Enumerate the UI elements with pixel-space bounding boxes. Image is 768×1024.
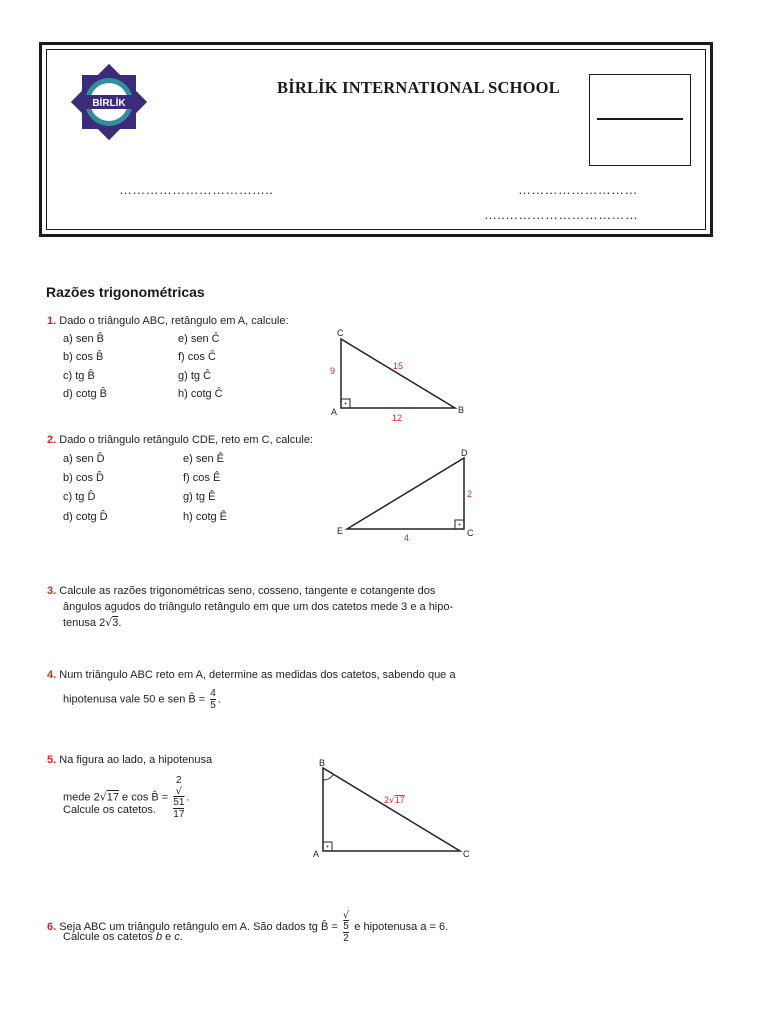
- school-name: BİRLİK INTERNATIONAL SCHOOL: [277, 78, 560, 97]
- q2-triangle-figure: [330, 444, 480, 544]
- fraction: 2 √ 51 17: [173, 775, 185, 820]
- question-number: 4.: [47, 669, 57, 681]
- side-bc-label: 15: [393, 361, 404, 371]
- question-text-line-1: Na figura ao lado, a hipotenusa: [59, 754, 213, 766]
- angle-b-arc: [323, 775, 333, 780]
- triangle-abc: [323, 768, 460, 851]
- side-ec-label: 4: [404, 533, 410, 543]
- side-ab-label: 12: [392, 413, 403, 423]
- vertex-e-label: E: [337, 526, 344, 536]
- question-text-line-2: ângulos agudos do triângulo retângulo em que um dos catetos mede 3 e a hipo-: [63, 601, 454, 613]
- section-title: Razões trigonométricas: [46, 284, 205, 300]
- q2-option-h: h) cotg Ê: [183, 511, 228, 523]
- q2-option-f: f) cos Ê: [183, 472, 221, 484]
- q1-option-h: h) cotg Ĉ: [178, 388, 223, 400]
- question-text: Dado o triângulo retângulo CDE, reto em C, calcule:: [59, 434, 313, 446]
- right-angle-dot: [345, 403, 347, 405]
- grade-box: [589, 74, 691, 166]
- vertex-c-label: C: [467, 528, 474, 538]
- question-text-line-1: Calcule as razões trigonométricas seno, cosseno, tangente e cotangente dos: [59, 585, 436, 597]
- vertex-d-label: D: [461, 448, 468, 458]
- school-logo: [71, 64, 147, 140]
- q1-triangle-figure: [320, 322, 480, 426]
- q2-option-c: c) tg D̂: [63, 491, 96, 503]
- q2-option-e: e) sen Ê: [183, 453, 224, 465]
- question-number: 5.: [47, 754, 57, 766]
- vertex-a-label: A: [313, 849, 320, 859]
- question-text-line-1: Num triângulo ABC reto em A, determine as medidas dos catetos, sabendo que a: [59, 669, 456, 681]
- q1-option-g: g) tg Ĉ: [178, 370, 212, 382]
- q1-option-a: a) sen B̂: [63, 333, 104, 345]
- class-dotted-line: ………………………: [518, 182, 638, 197]
- vertex-a-label: A: [331, 407, 338, 417]
- question-5-line-2: mede 2√17 e cos B̂ = 2 √ 51 17 .: [63, 775, 190, 820]
- date-dotted-line: …..…………………………: [484, 207, 639, 222]
- hypotenuse-label: 2√17: [384, 795, 405, 806]
- question-4-line-2: hipotenusa vale 50 e sen B̂ = $\frac{4}{5}$ .: [63, 688, 221, 711]
- vertex-c-label: C: [337, 328, 344, 338]
- right-angle-dot: [459, 524, 461, 526]
- question-4: [47, 667, 455, 683]
- question-text-line-3: tenusa 2√3.: [63, 616, 122, 629]
- question-number: 1.: [47, 315, 57, 327]
- name-dotted-line: ……………………………..: [119, 182, 274, 197]
- q2-option-b: b) cos D̂: [63, 472, 104, 484]
- q5-triangle-figure: [308, 755, 478, 863]
- vertex-b-label: B: [458, 405, 465, 415]
- logo-text: BİRLİK: [92, 98, 126, 109]
- question-2: [47, 432, 313, 448]
- question-6-line-2: Calcule os catetos b e c.: [63, 931, 183, 943]
- q1-option-d: d) cotg B̂: [63, 388, 108, 400]
- question-text-line-1b: e hipotenusa a = 6.: [354, 920, 449, 933]
- side-ac-label: 9: [330, 366, 336, 376]
- q2-option-a: a) sen D̂: [63, 453, 105, 465]
- q1-option-b: b) cos B̂: [63, 351, 104, 363]
- question-5: [47, 752, 212, 768]
- q2-option-d: d) cotg D̂: [63, 511, 108, 523]
- vertex-b-label: B: [319, 758, 326, 768]
- question-3: [47, 583, 453, 631]
- triangle-abc: [341, 339, 455, 408]
- triangle-cde: [347, 458, 464, 529]
- fraction: $\frac{4}{5}$: [210, 688, 216, 711]
- q2-option-g: g) tg Ê: [183, 491, 216, 503]
- question-number: 2.: [47, 434, 57, 446]
- header-box: [39, 42, 713, 237]
- question-text: Dado o triângulo ABC, retângulo em A, calcule:: [59, 315, 289, 327]
- right-angle-dot: [327, 846, 329, 848]
- question-5-line-3: Calcule os catetos.: [63, 804, 156, 816]
- q1-option-e: e) sen Ĉ: [178, 333, 220, 345]
- q1-option-c: c) tg B̂: [63, 370, 95, 382]
- question-text-line-1a: Seja ABC um triângulo retângulo em A. São dados tg B̂ =: [59, 920, 338, 933]
- q1-option-f: f) cos Ĉ: [178, 351, 216, 363]
- side-cd-label: 2: [467, 489, 473, 499]
- vertex-c-label: C: [463, 849, 470, 859]
- question-number: 3.: [47, 585, 57, 597]
- question-number: 6.: [47, 920, 57, 933]
- header-inner-frame: [46, 49, 706, 230]
- question-1: [47, 313, 289, 329]
- fraction: √ 5 2: [342, 910, 350, 944]
- grade-line: [597, 118, 683, 120]
